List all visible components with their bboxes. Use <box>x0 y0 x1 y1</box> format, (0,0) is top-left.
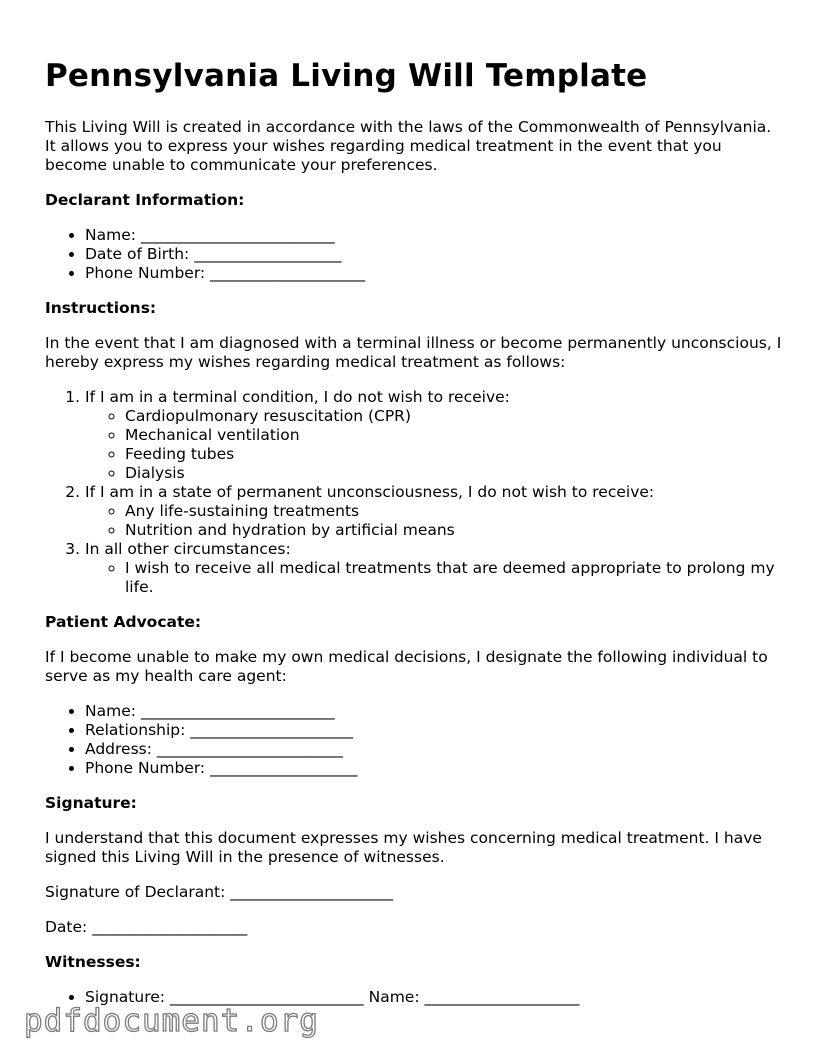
page-title: Pennsylvania Living Will Template <box>45 58 648 94</box>
signature-date-field[interactable]: Date: ____________________ <box>45 918 248 936</box>
instruction-subitem: ◦ Mechanical ventilation <box>125 426 785 445</box>
instruction-label: If I am in a terminal condition, I do not wish to receive: <box>85 388 510 406</box>
instruction-label: In all other circumstances: <box>85 540 291 558</box>
instruction-subitem: ◦ I wish to receive all medical treatments that are deemed appropriate to prolong my life. <box>125 559 785 597</box>
witness-signature-field[interactable]: • Signature: _________________________ Name: ____________________ <box>85 988 785 1007</box>
instruction-subitem: ◦ Any life-sustaining treatments <box>125 502 785 521</box>
instruction-subitem: ◦ Nutrition and hydration by artificial means <box>125 521 785 540</box>
declarant-heading: Declarant Information: <box>45 191 245 209</box>
witnesses-heading: Witnesses: <box>45 953 141 971</box>
instructions-paragraph: In the event that I am diagnosed with a terminal illness or become permanently unconscious, I hereby express my wishes regarding medical treatment as follows: <box>45 334 782 371</box>
instruction-sublist <box>85 502 785 540</box>
instruction-subitem: ◦ Feeding tubes <box>125 445 785 464</box>
instruction-item <box>85 483 785 540</box>
instruction-sublist <box>85 407 785 483</box>
advocate-heading: Patient Advocate: <box>45 613 202 631</box>
instruction-item <box>85 388 785 483</box>
instructions-heading: Instructions: <box>45 299 157 317</box>
instruction-label: If I am in a state of permanent unconsciousness, I do not wish to receive: <box>85 483 655 501</box>
instruction-item <box>85 540 785 597</box>
instruction-subitem: ◦ Dialysis <box>125 464 785 483</box>
watermark-logo: pdfdocument.org <box>24 1003 319 1039</box>
advocate-fields <box>45 702 785 778</box>
advocate-relationship-field[interactable]: • Relationship: _____________________ <box>85 721 785 740</box>
intro-paragraph: This Living Will is created in accordance with the laws of the Commonwealth of Pennsylvania. It allows you to express your wishes regarding medical treatment in the event that you become unable to communicate your preferences. <box>45 118 772 174</box>
document-page <box>45 56 785 1023</box>
signature-paragraph: I understand that this document expresses my wishes concerning medical treatment. I have signed this Living Will in the presence of witnesses. <box>45 829 762 866</box>
declarant-dob-field[interactable]: • Date of Birth: ___________________ <box>85 245 785 264</box>
declarant-signature-field[interactable]: Signature of Declarant: _____________________ <box>45 883 394 901</box>
instruction-sublist <box>85 559 785 597</box>
advocate-paragraph: If I become unable to make my own medical decisions, I designate the following individual to serve as my health care agent: <box>45 648 768 685</box>
declarant-fields <box>45 226 785 283</box>
advocate-address-field[interactable]: • Address: ________________________ <box>85 740 785 759</box>
instruction-subitem: ◦ Cardiopulmonary resuscitation (CPR) <box>125 407 785 426</box>
declarant-phone-field[interactable]: • Phone Number: ____________________ <box>85 264 785 283</box>
advocate-name-field[interactable]: • Name: _________________________ <box>85 702 785 721</box>
advocate-phone-field[interactable]: • Phone Number: ___________________ <box>85 759 785 778</box>
signature-heading: Signature: <box>45 794 137 812</box>
declarant-name-field[interactable]: • Name: _________________________ <box>85 226 785 245</box>
instructions-list <box>45 388 785 597</box>
